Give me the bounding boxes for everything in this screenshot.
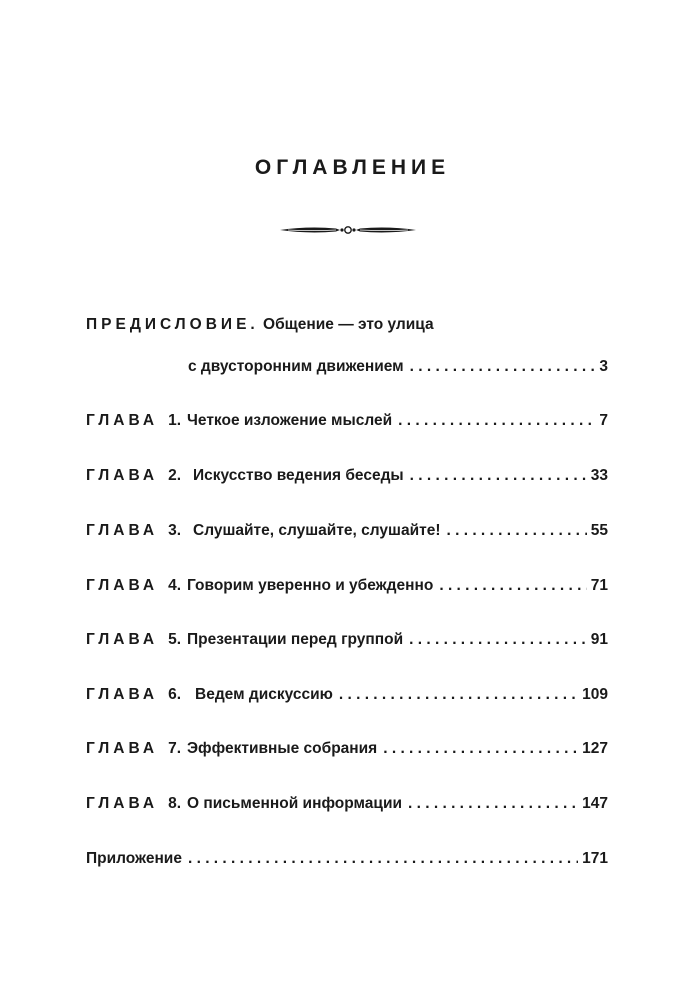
dot-leader [446, 522, 586, 540]
chapter-number: 6. [168, 686, 182, 703]
chapter-entry[interactable] [86, 631, 608, 653]
chapter-number: 5. [168, 631, 182, 648]
chapter-number: 7. [168, 740, 182, 757]
dot-leader [439, 577, 586, 595]
chapter-label: ГЛАВА [86, 686, 159, 703]
chapter-entry[interactable] [86, 795, 608, 817]
dot-leader [408, 795, 578, 813]
chapter-label: ГЛАВА [86, 795, 159, 812]
page-number: 55 [590, 522, 608, 539]
preface-entry-line2[interactable] [188, 358, 608, 380]
chapter-label: ГЛАВА [86, 577, 159, 594]
chapter-entry[interactable] [86, 577, 608, 599]
preface-title-line1: Общение — это улица [263, 316, 434, 333]
dot-leader [398, 412, 595, 430]
preface-label: ПРЕДИСЛОВИЕ. [86, 316, 259, 333]
chapter-label: ГЛАВА [86, 412, 159, 429]
dot-leader [383, 740, 578, 758]
chapter-label: ГЛАВА [86, 522, 159, 539]
chapter-entry[interactable] [86, 522, 608, 544]
chapter-title: Презентации перед группой [187, 631, 404, 648]
page-number: 91 [590, 631, 608, 648]
chapter-entry[interactable] [86, 686, 608, 708]
chapter-title: Четкое изложение мыслей [187, 412, 393, 429]
dot-leader [410, 467, 587, 485]
page-number: 7 [599, 412, 608, 429]
dot-leader [339, 686, 578, 704]
chapter-label: ГЛАВА [86, 740, 159, 757]
chapter-title: Ведем дискуссию [195, 686, 333, 703]
page-title: ОГЛАВЛЕНИЕ [254, 156, 451, 179]
chapter-title: Искусство ведения беседы [193, 467, 404, 484]
page-number: 33 [590, 467, 608, 484]
chapter-number: 2. [168, 467, 182, 484]
page-number: 109 [582, 686, 608, 703]
chapter-title: Говорим уверенно и убежденно [187, 577, 434, 594]
page-number: 3 [599, 358, 608, 375]
chapter-number: 8. [168, 795, 182, 812]
chapter-title: Слушайте, слушайте, слушайте! [193, 522, 441, 539]
chapter-label: ГЛАВА [86, 631, 159, 648]
page-number: 171 [582, 850, 608, 867]
chapter-entry[interactable] [86, 740, 608, 762]
page-number: 127 [582, 740, 608, 757]
decorative-divider-icon [278, 222, 418, 238]
dot-leader [410, 358, 596, 376]
chapter-number: 1. [168, 412, 182, 429]
preface-entry-line1[interactable] [86, 316, 434, 334]
chapter-entry[interactable] [86, 467, 608, 489]
chapter-title: Эффективные собрания [187, 740, 378, 757]
dot-leader [188, 850, 578, 868]
dot-leader [409, 631, 587, 649]
chapter-label: ГЛАВА [86, 467, 159, 484]
preface-title-line2: с двусторонним движением [188, 358, 404, 375]
chapter-title: О письменной информации [187, 795, 402, 812]
appendix-entry[interactable] [86, 850, 608, 872]
chapter-number: 3. [168, 522, 182, 539]
appendix-title: Приложение [86, 850, 182, 867]
chapter-entry[interactable] [86, 412, 608, 434]
chapter-number: 4. [168, 577, 182, 594]
page-number: 71 [590, 577, 608, 594]
page-number: 147 [582, 795, 608, 812]
